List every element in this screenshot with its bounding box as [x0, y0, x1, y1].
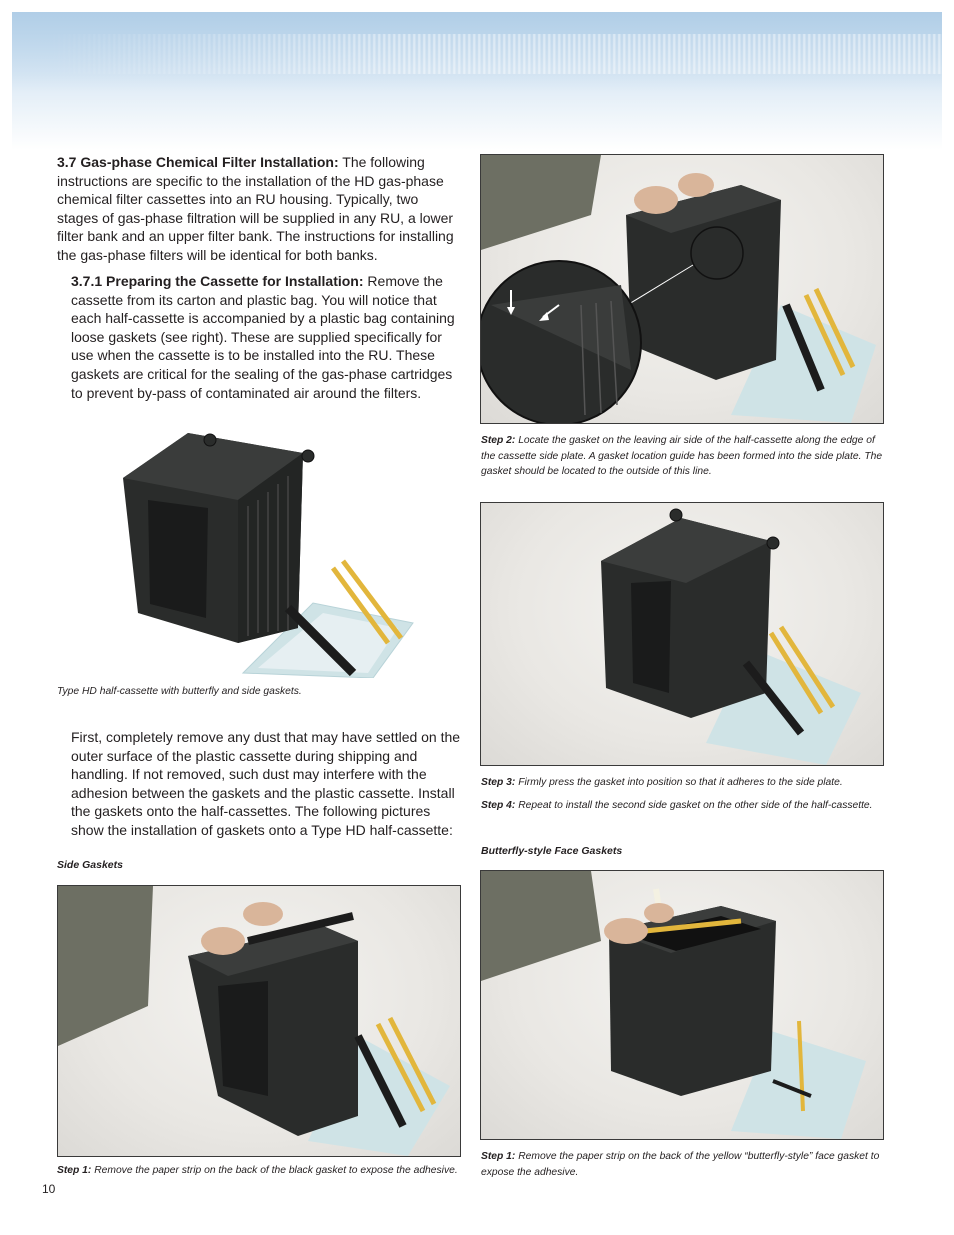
- butterfly-label: Butterfly-style Face Gaskets: [481, 845, 623, 857]
- section-intro: [57, 153, 459, 265]
- photo-side-gasket-step3-art: [481, 503, 883, 765]
- step3-caption: [481, 775, 886, 791]
- side-gaskets-label: Side Gaskets: [57, 859, 123, 871]
- photo-butterfly-step1-art: [481, 871, 883, 1139]
- section-heading: 3.7 Gas-phase Chemical Filter Installation:: [57, 154, 339, 170]
- header-banner: [12, 12, 942, 150]
- step4-text: Repeat to install the second side gasket on the other side of the half-cassette.: [515, 800, 873, 811]
- photo-side-gasket-step2-art: [481, 155, 883, 423]
- figure-caption: Type HD half-cassette with butterfly and side gaskets.: [57, 686, 302, 697]
- section-body: The following instructions are specific to the installation of the HD gas-phase chemical filter cassettes into an RU housing. Typically, two stages of gas-phase filtration will be supplied in any RU, a lower filter bank and an upper filter bank. The instructions for installing the gas-phase filters will be identical for both banks.: [57, 154, 454, 263]
- step4-label: Step 4:: [481, 800, 516, 811]
- banner-streak: [42, 34, 942, 74]
- cassette-illustration: [118, 428, 418, 678]
- subsection-heading: 3.7.1 Preparing the Cassette for Installation:: [71, 273, 364, 289]
- butterfly-step1-text: Remove the paper strip on the back of the yellow “butterfly-style” face gasket to expose the adhesive.: [481, 1151, 880, 1178]
- cassette-figure: [118, 428, 418, 678]
- photo-side-gasket-step3: [480, 502, 884, 766]
- subsection-body: Remove the cassette from its carton and plastic bag. You will notice that each half-cassette is accompanied by a plastic bag containing loose gaskets (see right). These are supplied specifically for use when the cassette is to be installed into the RU. These gaskets are critical for the sealing of the gas-phase cartridges to prevent by-pass of contaminated air around the filters.: [71, 273, 455, 401]
- butterfly-step1-caption: [481, 1149, 886, 1180]
- first-paragraph: First, completely remove any dust that may have settled on the outer surface of the plastic cassette during shipping and handling. If not removed, such dust may interfere with the adhesion between the gaskets and the plastic cassette. Install the gaskets onto the half-cassettes. The following pictures show the installation of gaskets onto a Type HD half-cassette:: [71, 729, 461, 838]
- step4-caption: [481, 798, 886, 814]
- step3-text: Firmly press the gasket into position so that it adheres to the side plate.: [515, 777, 843, 788]
- side-step1-text: Remove the paper strip on the back of the black gasket to expose the adhesive.: [91, 1165, 458, 1176]
- photo-butterfly-step1: [480, 870, 884, 1140]
- photo-side-gasket-step1-art: [58, 886, 460, 1156]
- step2-label: Step 2:: [481, 435, 516, 446]
- side-gasket-step1-caption: [57, 1163, 462, 1179]
- subsection-intro: [71, 272, 461, 402]
- photo-side-gasket-step1: [57, 885, 461, 1157]
- butterfly-step1-label: Step 1:: [481, 1151, 516, 1162]
- step2-caption: [481, 433, 886, 480]
- step2-text: Locate the gasket on the leaving air side of the half-cassette along the edge of the cassette side plate. A gasket location guide has been formed into the side plate. The gasket should be located to the outside of this line.: [481, 435, 883, 477]
- step3-label: Step 3:: [481, 777, 516, 788]
- side-step1-label: Step 1:: [57, 1165, 92, 1176]
- page-number: 10: [42, 1182, 56, 1196]
- photo-side-gasket-step2: [480, 154, 884, 424]
